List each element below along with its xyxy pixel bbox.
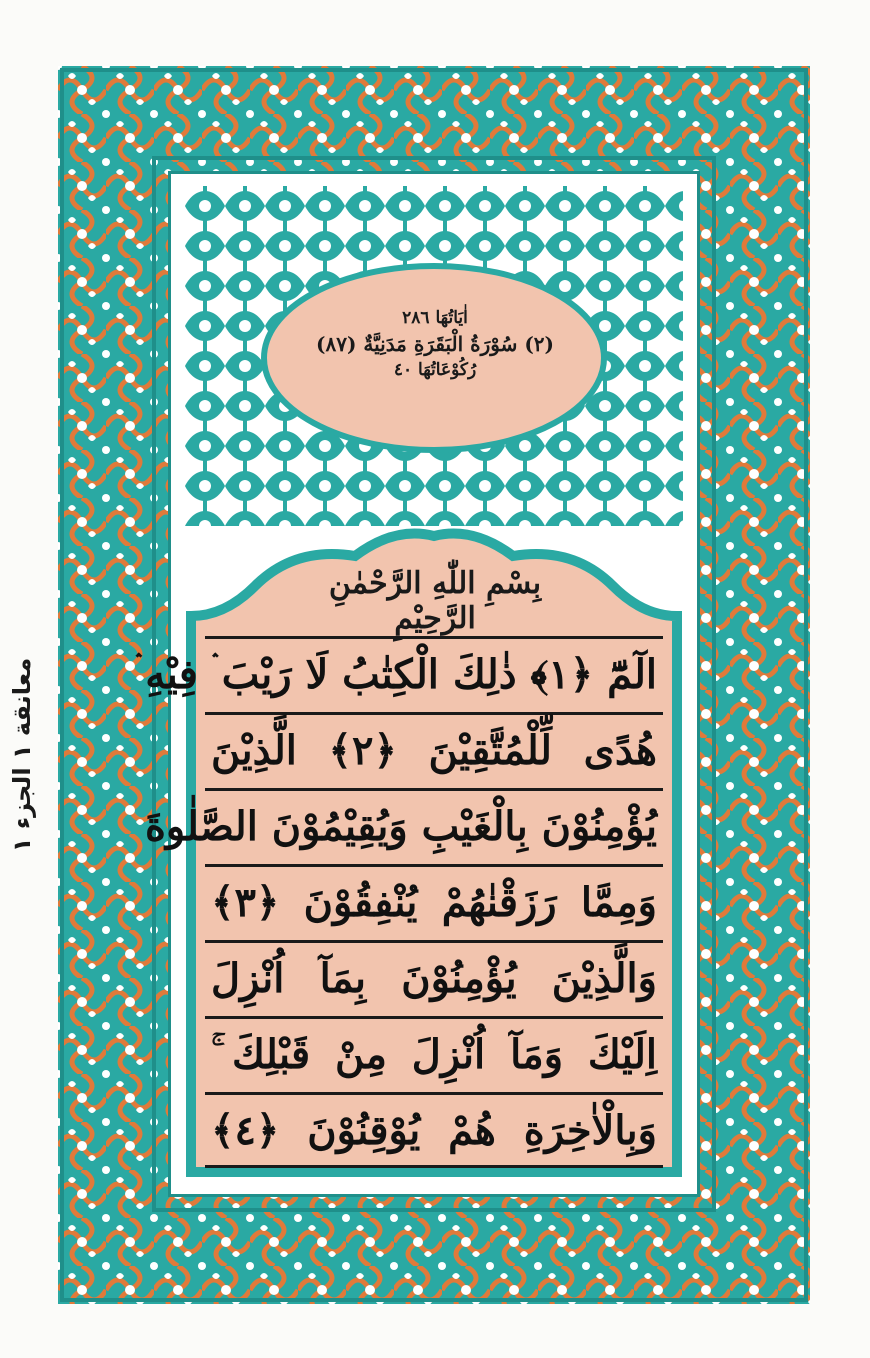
surah-header-cartouche bbox=[185, 186, 683, 526]
bismillah: بِسْمِ اللّٰهِ الرَّحْمٰنِ الرَّحِيْمِ bbox=[328, 566, 542, 636]
verse-line: يُؤْمِنُوْنَ بِالْغَيْبِ وَيُقِيْمُوْنَ الصَّلٰوةَ bbox=[205, 788, 663, 864]
ruku-count: رُكُوْعَاتُهَا ٤٠ bbox=[393, 360, 477, 380]
verse-lines bbox=[135, 636, 663, 1168]
verse-line: هُدًى لِّلْمُتَّقِيْنَ ﴿٢﴾ الَّذِيْنَ bbox=[205, 712, 663, 788]
surah-title: (٢) سُوْرَةُ الْبَقَرَةِ مَدَنِيَّةٌ (٨٧) bbox=[315, 332, 555, 356]
verse-line: وَبِالْاٰخِرَةِ هُمْ يُوْقِنُوْنَ ﴿٤﴾ bbox=[205, 1092, 663, 1168]
verse-line: وَمِمَّا رَزَقْنٰهُمْ يُنْفِقُوْنَ ﴿٣﴾ bbox=[205, 864, 663, 940]
verse-panel bbox=[135, 526, 683, 1178]
verse-line: الٓمّٓ ﴿١﴾ ذٰلِكَ الْكِتٰبُ لَا رَيْبَ ۛ فِيْهِ ۛ bbox=[205, 636, 663, 712]
ornamental-border bbox=[58, 66, 810, 1304]
juz-side-label bbox=[2, 640, 42, 870]
verse-line: وَالَّذِيْنَ يُؤْمِنُوْنَ بِمَآ اُنْزِلَ bbox=[205, 940, 663, 1016]
verse-line: اِلَيْكَ وَمَآ اُنْزِلَ مِنْ قَبْلِكَ ۚ bbox=[205, 1016, 663, 1092]
ayat-count: اٰيَاتُهَا ٢٨٦ bbox=[402, 308, 468, 328]
surah-header-text bbox=[295, 306, 575, 426]
juz-side-label-text: معانقة ١ الجزء ١ bbox=[8, 657, 37, 853]
page-inner bbox=[135, 171, 700, 1197]
